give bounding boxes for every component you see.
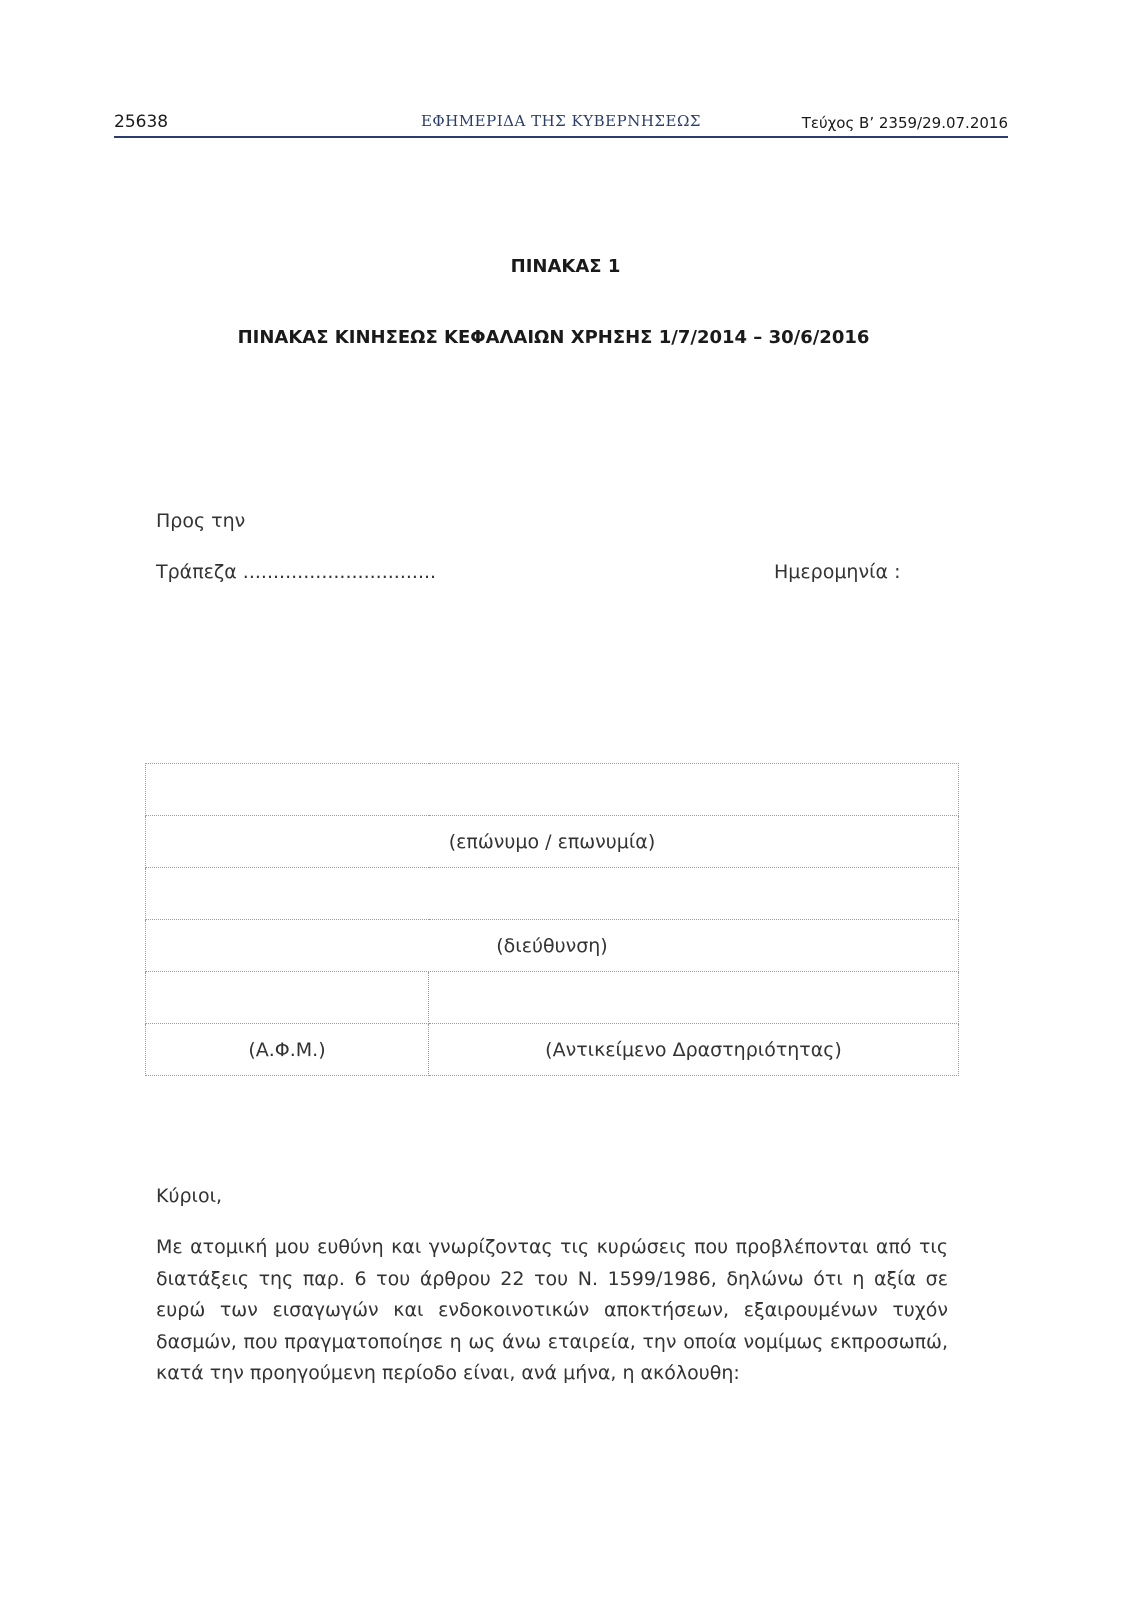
form-row-address-field	[146, 868, 959, 920]
date-label: Ημερομηνία :	[774, 561, 901, 583]
page-number: 25638	[114, 112, 169, 132]
company-details-form	[145, 763, 959, 1076]
bank-line: Τράπεζα ................................	[156, 561, 437, 583]
issue-reference: Τεύχος Β’ 2359/29.07.2016	[801, 114, 1008, 132]
activity-field[interactable]	[429, 972, 959, 1024]
form-row-address-label	[146, 920, 959, 972]
form-row-surname-field	[146, 764, 959, 816]
surname-label: (επώνυμο / επωνυμία)	[146, 816, 959, 868]
tax-id-field[interactable]	[146, 972, 429, 1024]
form-row-tax-activity-labels	[146, 1024, 959, 1076]
recipient-line: Προς την	[156, 510, 246, 532]
form-row-surname-label	[146, 816, 959, 868]
document-subtitle: ΠΙΝΑΚΑΣ ΚΙΝΗΣΕΩΣ ΚΕΦΑΛΑΙΩΝ ΧΡΗΣΗΣ 1/7/2014 – 30/6/2016	[237, 327, 870, 348]
table-title: ΠΙΝΑΚΑΣ 1	[510, 256, 621, 277]
activity-label: (Αντικείμενο Δραστηριότητας)	[429, 1024, 959, 1076]
gazette-name: ΕΦΗΜΕΡΙΔΑ ΤΗΣ ΚΥΒΕΡΝΗΣΕΩΣ	[420, 112, 702, 130]
page-header	[114, 110, 1008, 138]
declaration-paragraph: Με ατομική μου ευθύνη και γνωρίζοντας τις κυρώσεις που προβλέπονται από τις διατάξεις της παρ. 6 του άρθρου 22 του Ν. 1599/1986, δηλώνω ότι η αξία σε ευρώ των εισαγωγών και ενδοκοινοτικών αποκτήσεων, εξαιρουμένων τυχόν δασμών, που πραγματοποίησε η ως άνω εταιρεία, την οποία νομίμως εκπροσωπώ, κατά την προηγούμενη περίοδο είναι, ανά μήνα, η ακόλουθη:	[156, 1236, 948, 1384]
tax-id-label: (Α.Φ.Μ.)	[146, 1024, 429, 1076]
address-field[interactable]	[146, 868, 959, 920]
surname-field[interactable]	[146, 764, 959, 816]
address-label: (διεύθυνση)	[146, 920, 959, 972]
salutation: Κύριοι,	[156, 1185, 223, 1207]
form-row-tax-activity-fields	[146, 972, 959, 1024]
